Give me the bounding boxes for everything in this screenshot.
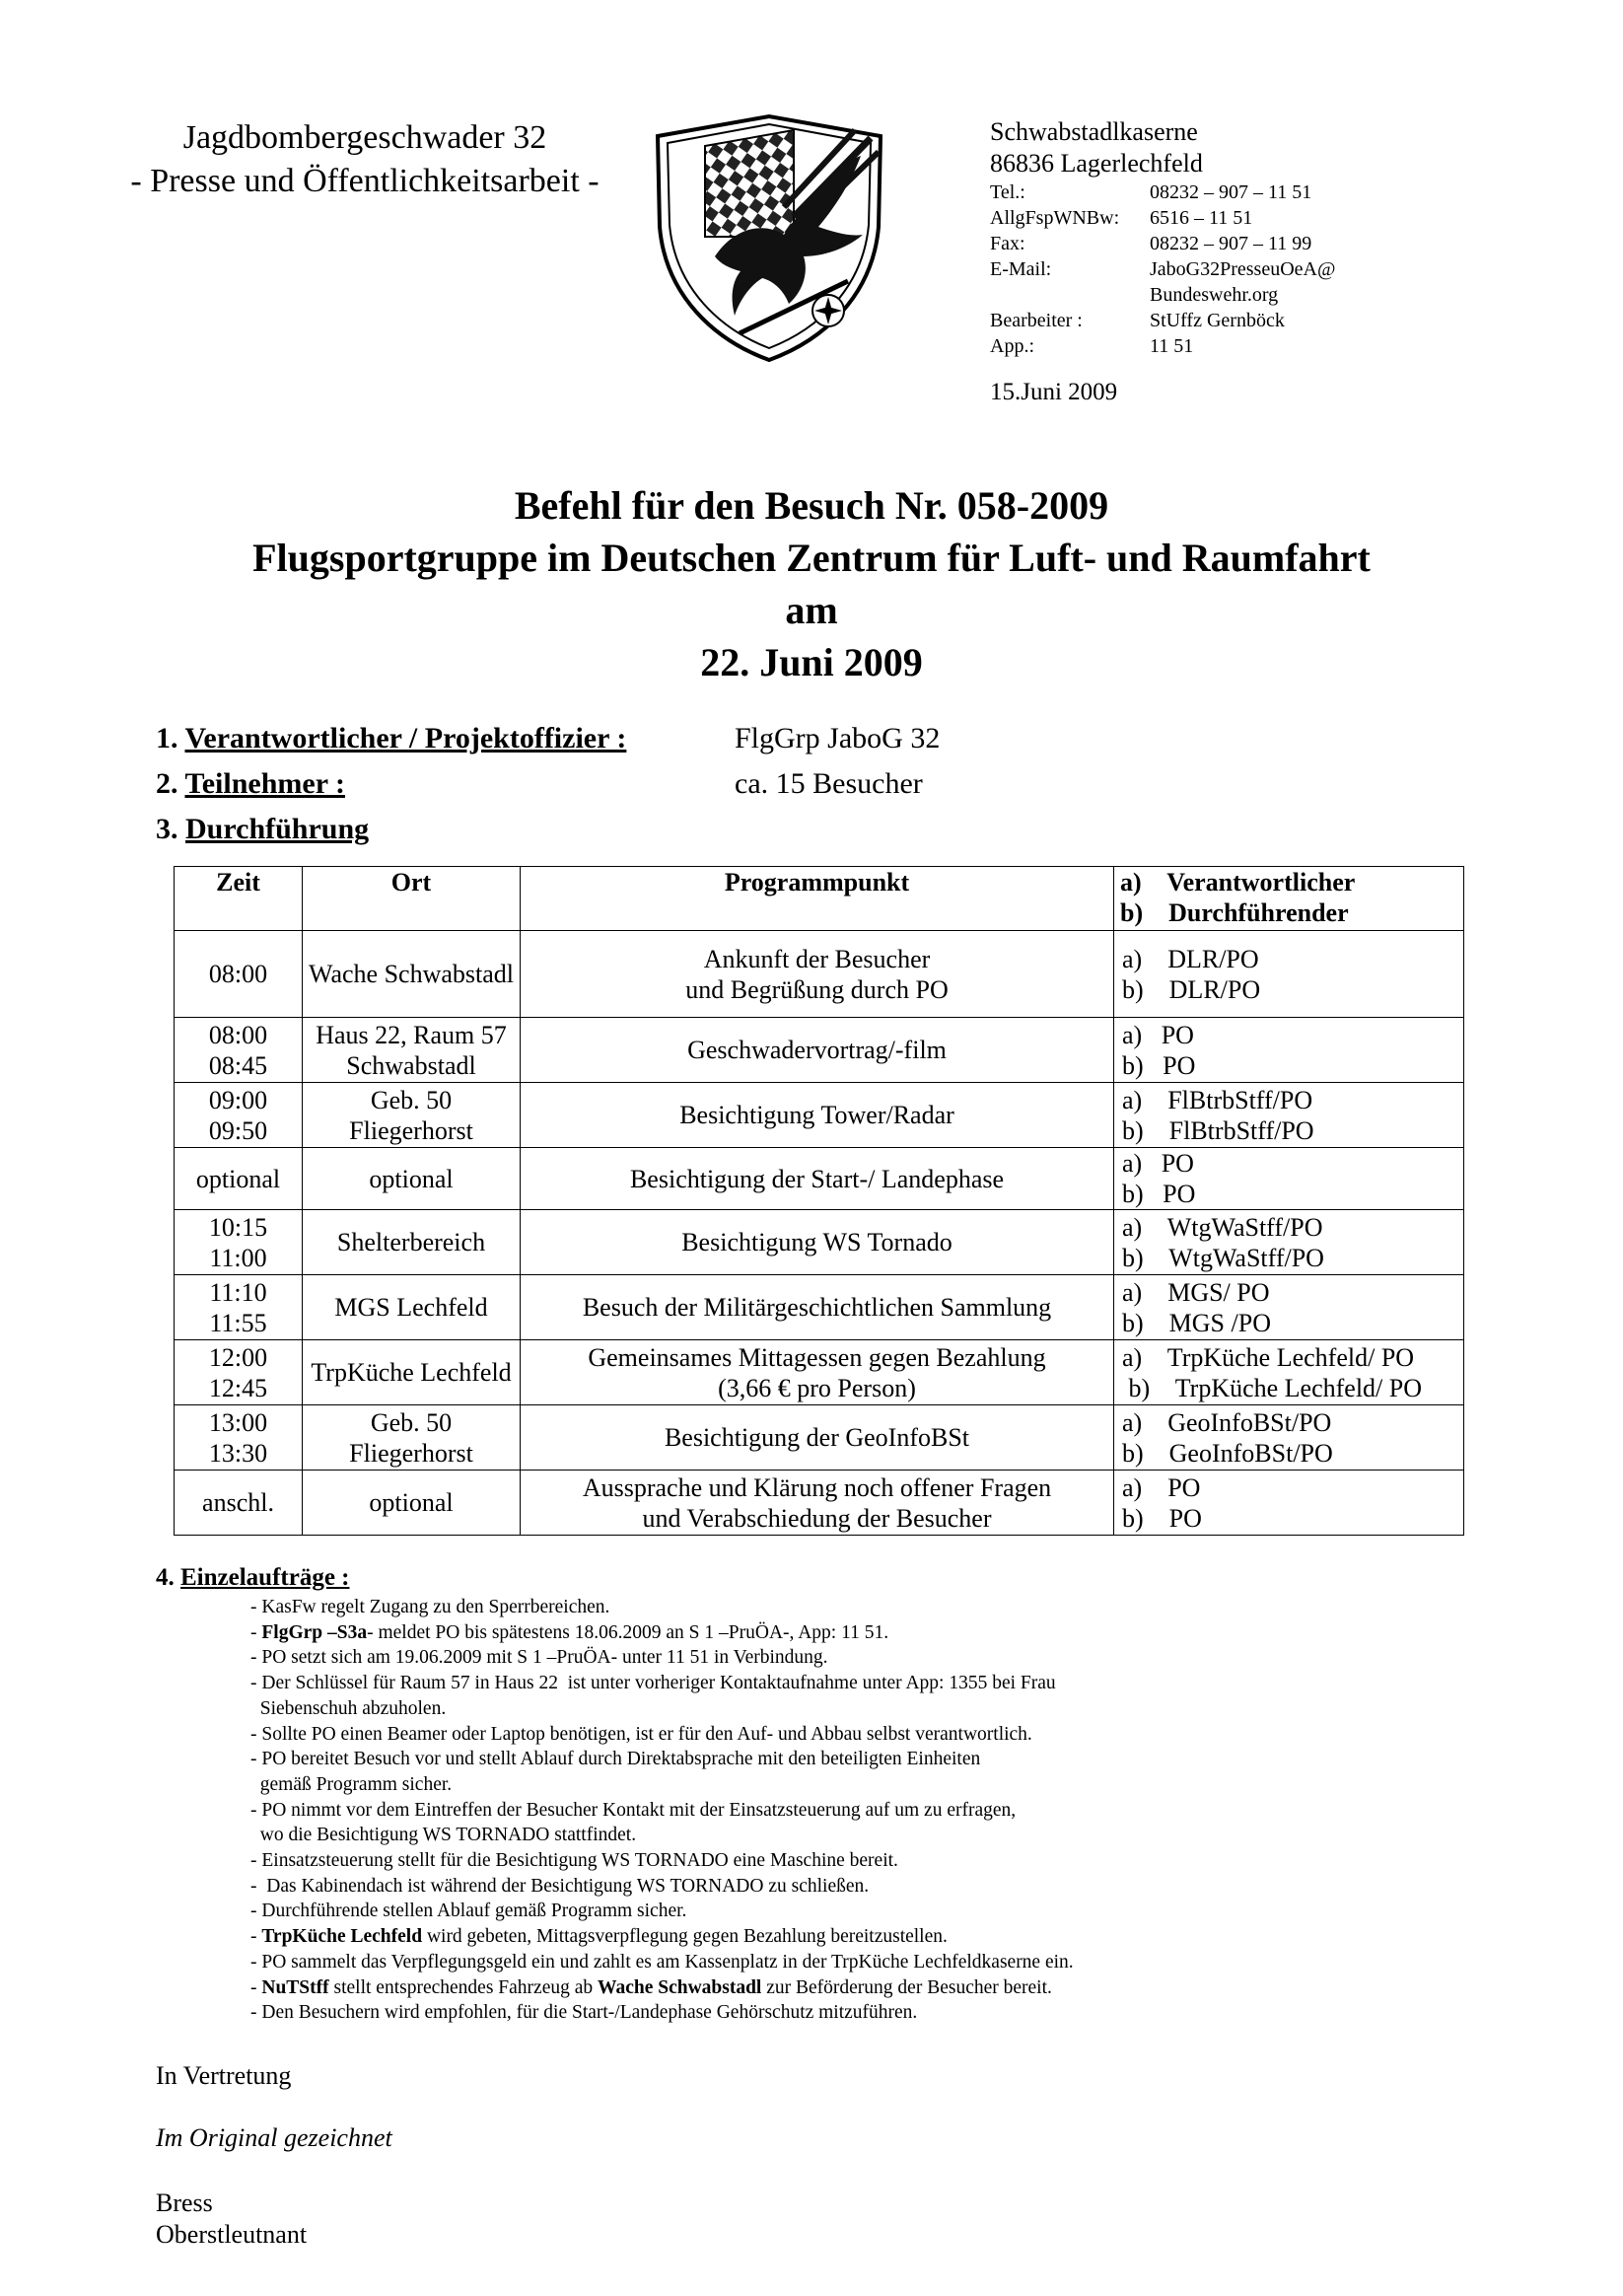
cell-ort: TrpKüche Lechfeld	[303, 1340, 521, 1405]
cell-programmpunkt: Ankunft der Besucher und Begrüßung durch PO	[521, 931, 1114, 1018]
section-2-value: ca. 15 Besucher	[735, 767, 923, 800]
table-row	[175, 1148, 1464, 1210]
title-line: Befehl für den Besuch Nr. 058-2009	[514, 483, 1109, 528]
task-item: - NuTStff stellt entsprechendes Fahrzeug ab Wache Schwabstadl zur Beförderung der Besucher bereit.	[250, 1976, 1052, 1998]
task-item: Siebenschuh abzuholen.	[250, 1697, 447, 1719]
cell-zeit: 09:00 09:50	[175, 1083, 303, 1148]
cell-programmpunkt: Aussprache und Klärung noch offener Fragen und Verabschiedung der Besucher	[521, 1471, 1114, 1536]
cell-verantwortlicher: a) PO b) PO	[1114, 1018, 1464, 1083]
jabog32-crest-icon	[646, 108, 892, 365]
cell-zeit: anschl.	[175, 1471, 303, 1536]
cell-zeit: 08:00	[175, 931, 303, 1018]
task-item: - Durchführende stellen Ablauf gemäß Programm sicher.	[250, 1901, 687, 1922]
contact-row: AllgFspWNBw: 6516 – 11 51	[990, 207, 1253, 229]
schedule-table	[174, 866, 1464, 1536]
cell-ort: Shelterbereich	[303, 1210, 521, 1275]
signature-original-note: Im Original gezeichnet	[156, 2123, 392, 2152]
task-item: - PO nimmt vor dem Eintreffen der Besucher Kontakt mit der Einsatzsteuerung auf um zu erfragen,	[250, 1799, 1017, 1821]
table-row	[175, 1471, 1464, 1536]
column-header-ort: Ort	[303, 867, 521, 931]
contact-row: Bearbeiter : StUffz Gernböck	[990, 310, 1285, 331]
task-item: - TrpKüche Lechfeld wird gebeten, Mittagsverpflegung gegen Bezahlung bereitzustellen.	[250, 1926, 948, 1948]
task-item: - Einsatzsteuerung stellt für die Besichtigung WS TORNADO eine Maschine bereit.	[250, 1850, 898, 1872]
column-header-zeit: Zeit	[175, 867, 303, 931]
signature-name: Bress	[156, 2188, 213, 2217]
section-3-heading: 3. Durchführung	[156, 813, 370, 845]
cell-ort: MGS Lechfeld	[303, 1275, 521, 1340]
unit-department: - Presse und Öffentlichkeitsarbeit -	[130, 163, 600, 199]
cell-zeit: 10:15 11:00	[175, 1210, 303, 1275]
task-item: - KasFw regelt Zugang zu den Sperrbereichen.	[250, 1597, 610, 1617]
column-header-verantwortlicher: a) Verantwortlicher b) Durchführender	[1114, 867, 1464, 931]
table-row	[175, 931, 1464, 1018]
cell-zeit: 12:00 12:45	[175, 1340, 303, 1405]
section-1-heading: 1. Verantwortlicher / Projektoffizier :	[156, 722, 627, 754]
contact-row: Tel.: 08232 – 907 – 11 51	[990, 181, 1312, 203]
task-item: - Das Kabinendach ist während der Besichtigung WS TORNADO zu schließen.	[250, 1875, 870, 1897]
cell-programmpunkt: Besuch der Militärgeschichtlichen Sammlung	[521, 1275, 1114, 1340]
document-date: 15.Juni 2009	[990, 379, 1118, 405]
task-item: - Der Schlüssel für Raum 57 in Haus 22 ist unter vorheriger Kontaktaufnahme unter App: 1355 bei Frau	[250, 1673, 1056, 1694]
cell-verantwortlicher: a) GeoInfoBSt/PO b) GeoInfoBSt/PO	[1114, 1405, 1464, 1471]
task-item: - Den Besuchern wird empfohlen, für die Start-/Landephase Gehörschutz mitzuführen.	[250, 2002, 918, 2024]
contact-row: Bundeswehr.org	[1150, 284, 1279, 306]
signature-in-vertretung: In Vertretung	[156, 2061, 292, 2090]
cell-ort: Wache Schwabstadl	[303, 931, 521, 1018]
unit-name-block	[118, 116, 611, 203]
title-line: 22. Juni 2009	[700, 640, 923, 684]
cell-verantwortlicher: a) PO b) PO	[1114, 1471, 1464, 1536]
contact-row: E-Mail: JaboG32PresseuOeA@	[990, 258, 1336, 280]
task-item: - FlgGrp –S3a- meldet PO bis spätestens 18.06.2009 an S 1 –PruÖA-, App: 11 51.	[250, 1621, 889, 1643]
table-row	[175, 1275, 1464, 1340]
cell-programmpunkt: Besichtigung der GeoInfoBSt	[521, 1405, 1114, 1471]
cell-zeit: 11:10 11:55	[175, 1275, 303, 1340]
section-2-heading: 2. Teilnehmer :	[156, 767, 345, 800]
contact-block	[990, 179, 1335, 359]
contact-row: App.: 11 51	[990, 335, 1194, 357]
cell-verantwortlicher: a) DLR/PO b) DLR/PO	[1114, 931, 1464, 1018]
task-item: gemäß Programm sicher.	[250, 1773, 453, 1795]
cell-zeit: optional	[175, 1148, 303, 1210]
cell-programmpunkt: Geschwadervortrag/-film	[521, 1018, 1114, 1083]
cell-ort: Geb. 50 Fliegerhorst	[303, 1083, 521, 1148]
table-row	[175, 1018, 1464, 1083]
section-1-value: FlgGrp JaboG 32	[735, 722, 941, 754]
cell-zeit: 13:00 13:30	[175, 1405, 303, 1471]
contact-row: Fax: 08232 – 907 – 11 99	[990, 233, 1312, 254]
cell-programmpunkt: Besichtigung Tower/Radar	[521, 1083, 1114, 1148]
table-row	[175, 1083, 1464, 1148]
column-header-programmpunkt: Programmpunkt	[521, 867, 1114, 931]
table-row	[175, 1340, 1464, 1405]
address-block	[990, 116, 1198, 148]
section-4-heading: 4. Einzelaufträge :	[156, 1564, 350, 1591]
task-item: wo die Besichtigung WS TORNADO stattfindet.	[250, 1825, 637, 1846]
cell-programmpunkt: Gemeinsames Mittagessen gegen Bezahlung (3,66 € pro Person)	[521, 1340, 1114, 1405]
cell-verantwortlicher: a) FlBtrbStff/PO b) FlBtrbStff/PO	[1114, 1083, 1464, 1148]
unit-name: Jagdbombergeschwader 32	[182, 119, 547, 156]
task-item: - PO sammelt das Verpflegungsgeld ein und zahlt es am Kassenplatz in der TrpKüche Lechfeldkaserne ein.	[250, 1951, 1074, 1973]
table-header-row	[175, 867, 1464, 931]
title-line: am	[785, 588, 838, 632]
tasks-list	[250, 1595, 1532, 2026]
address-line-city: 86836 Lagerlechfeld	[990, 149, 1203, 178]
signature-rank: Oberstleutnant	[156, 2220, 308, 2249]
cell-ort: optional	[303, 1471, 521, 1536]
cell-verantwortlicher: a) WtgWaStff/PO b) WtgWaStff/PO	[1114, 1210, 1464, 1275]
cell-verantwortlicher: a) PO b) PO	[1114, 1148, 1464, 1210]
cell-programmpunkt: Besichtigung der Start-/ Landephase	[521, 1148, 1114, 1210]
address-line-barracks: Schwabstadlkaserne	[990, 117, 1198, 146]
table-row	[175, 1210, 1464, 1275]
task-item: - Sollte PO einen Beamer oder Laptop benötigen, ist er für den Auf- und Abbau selbst verantwortlich.	[250, 1723, 1032, 1745]
task-item: - PO bereitet Besuch vor und stellt Ablauf durch Direktabsprache mit den beteiligten Einheiten	[250, 1749, 981, 1770]
document-title	[79, 479, 1544, 688]
task-item: - PO setzt sich am 19.06.2009 mit S 1 –PruÖA- unter 11 51 in Verbindung.	[250, 1647, 828, 1669]
cell-zeit: 08:00 08:45	[175, 1018, 303, 1083]
cell-programmpunkt: Besichtigung WS Tornado	[521, 1210, 1114, 1275]
cell-ort: Geb. 50 Fliegerhorst	[303, 1405, 521, 1471]
cell-verantwortlicher: a) MGS/ PO b) MGS /PO	[1114, 1275, 1464, 1340]
cell-verantwortlicher: a) TrpKüche Lechfeld/ PO b) TrpKüche Lechfeld/ PO	[1114, 1340, 1464, 1405]
cell-ort: Haus 22, Raum 57 Schwabstadl	[303, 1018, 521, 1083]
cell-ort: optional	[303, 1148, 521, 1210]
table-row	[175, 1405, 1464, 1471]
title-line: Flugsportgruppe im Deutschen Zentrum für Luft- und Raumfahrt	[252, 536, 1371, 580]
